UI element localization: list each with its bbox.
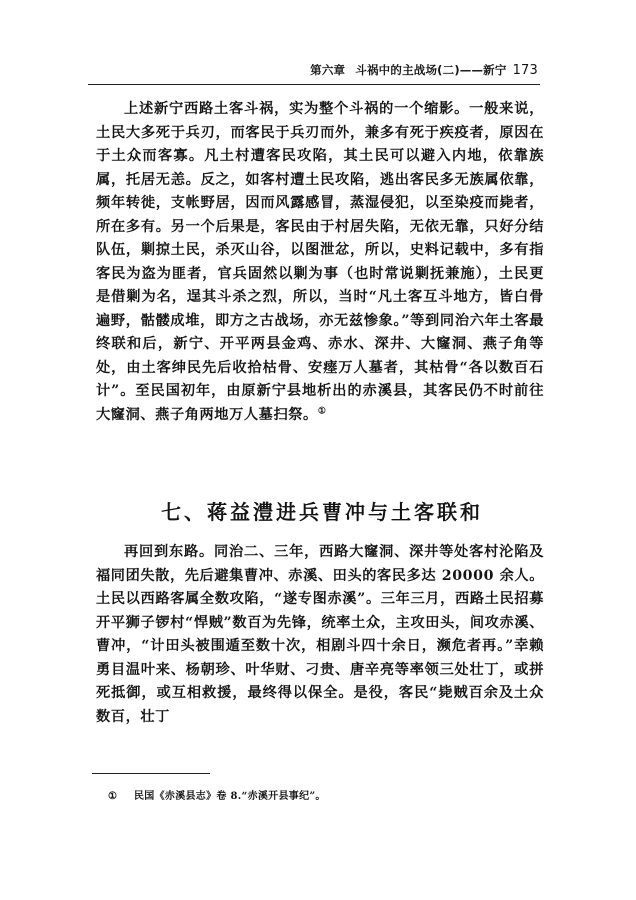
- footnote: [108, 787, 538, 802]
- chapter-title: 斗祸中的主战场(二)——新宁: [355, 63, 507, 77]
- body-paragraph-2: 再回到东路。同治二、三年，西路大窿洞、深井等处客村沦陷及福同团失散，先后避集曹冲、赤溪、田头的客民多达 20000 余人。土民以西路客属全数攻陷，“遂专图赤溪”。三年三月，西路土民招募开平狮子锣村“悍贼”数百为先锋，统率土众，主攻田头，间攻赤溪、曹冲，“计田头被围遁至数十次，相剧斗四十余日，濒危者再。”幸赖勇目温叶来、杨朝珍、叶华财、刁贵、唐辛亮等率领三处壮丁，或拼死抵御，或互相救援，最终得以保全。是役，客民“毙贼百余及土众数百，壮丁: [96, 544, 544, 725]
- chapter-label: 第六章: [310, 63, 346, 77]
- footnote-reference[interactable]: ①: [317, 405, 327, 416]
- body-paragraph-1: [96, 98, 544, 427]
- footnote-mark: ①: [108, 791, 118, 802]
- page-number: 173: [512, 63, 538, 78]
- header-rule: [88, 84, 540, 85]
- section-title: 七、蒋益澧进兵曹冲与土客联和: [161, 500, 483, 524]
- footnote-text: 民国《赤溪县志》卷 8.“赤溪开县事纪”。: [134, 791, 326, 802]
- running-header: [270, 62, 538, 78]
- paragraph-1-text: 上述新宁西路土客斗祸，实为整个斗祸的一个缩影。一般来说，土民大多死于兵刃，而客民于兵刃而外，兼多有死于疾疫者，原因在于土众而客寡。凡土村遭客民攻陷，其土民可以避入内地，依靠族属，托居无恙。反之，如客村遭土民攻陷，逃出客民多无族属依靠，频年转徙，支帐野居，因而风露感冒，蒸湿侵犯，以至染疫而毙者，所在多有。另一个后果是，客民由于村居失陷，无依无靠，只好分结队伍，剿掠土民，杀灭山谷，以图泄忿，所以，史料记载中，多有指客民为盗为匪者，官兵固然以剿为事（也时常说剿抚兼施），土民更是借剿为名，逞其斗杀之烈，所以，当时“凡土客互斗地方，皆白骨遍野，骷髅成堆，即方之古战场，亦无兹惨象。”等到同治六年土客最终联和后，新宁、开平两县金鸡、赤水、深井、大窿洞、燕子角等处，由土客绅民先后收拾枯骨、安瘗万人墓者，其枯骨“各以数百石计”。至民国初年，由原新宁县地析出的赤溪县，其客民仍不时前往大窿洞、燕子角两地万人墓扫祭。: [96, 101, 544, 423]
- footnote-rule: [92, 773, 210, 774]
